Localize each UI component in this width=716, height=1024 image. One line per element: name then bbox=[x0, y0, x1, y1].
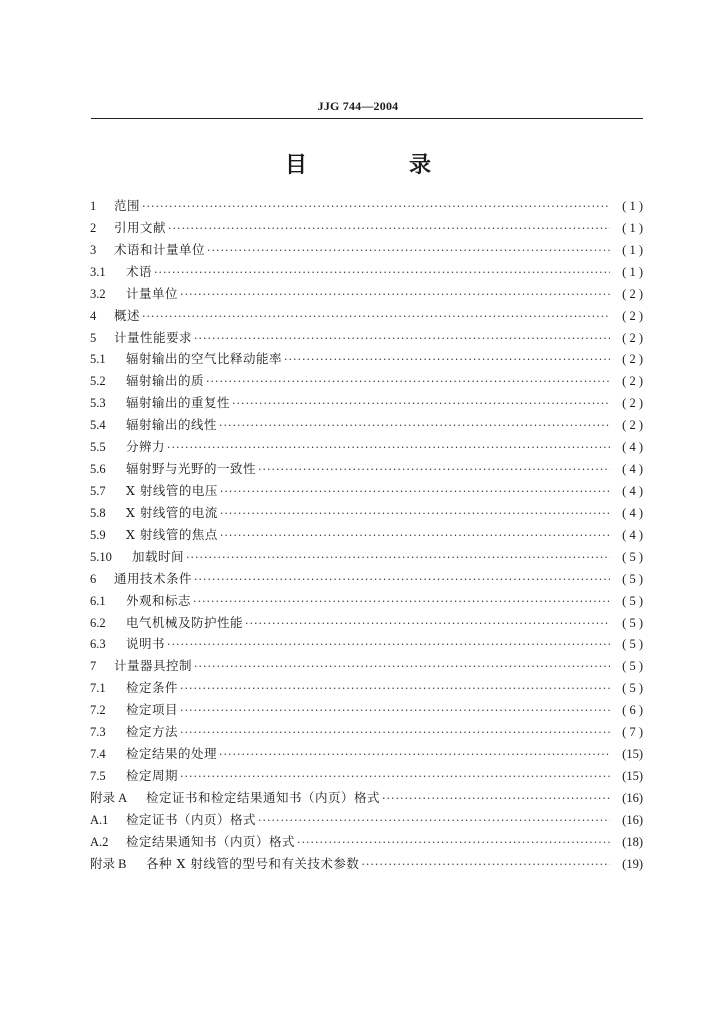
toc-entry-number: 6.2 bbox=[90, 615, 106, 630]
toc-entry-title: 加载时间 bbox=[132, 548, 185, 564]
toc-entry-title: X 射线管的电压 bbox=[126, 482, 218, 498]
toc-entry-page: ( 1 ) bbox=[622, 199, 643, 213]
toc-entry-page: ( 2 ) bbox=[622, 330, 643, 345]
toc-entry-title: 范围 bbox=[114, 198, 141, 213]
page-title: 目 录 bbox=[284, 153, 471, 178]
toc-entry-number: 7.2 bbox=[90, 703, 106, 718]
toc-entry-title: 检定证书和检定结果通知书（内页）格式 bbox=[146, 789, 381, 805]
toc-entry-number: 6 bbox=[90, 571, 97, 586]
toc-entry bbox=[90, 437, 643, 459]
toc-dot-leader bbox=[258, 463, 610, 476]
toc-dot-leader bbox=[232, 397, 610, 410]
toc-entry-page: ( 5 ) bbox=[622, 549, 643, 564]
toc-dot-leader bbox=[168, 222, 610, 235]
toc-entry-title: 检定方法 bbox=[126, 724, 179, 740]
toc-dot-leader bbox=[245, 617, 610, 630]
toc-entry bbox=[90, 656, 643, 678]
toc-entry-title: 检定周期 bbox=[126, 767, 179, 783]
toc-entry-page: ( 7 ) bbox=[622, 725, 643, 740]
toc-dot-leader bbox=[194, 332, 610, 345]
toc-dot-leader bbox=[382, 792, 610, 805]
toc-entry-title: 通用技术条件 bbox=[114, 570, 193, 586]
toc-dot-leader bbox=[167, 441, 610, 454]
toc-entry-page: ( 4 ) bbox=[622, 505, 643, 520]
toc-entry-title: 计量器具控制 bbox=[114, 658, 193, 674]
toc-entry bbox=[90, 284, 643, 306]
toc-entry bbox=[90, 349, 643, 371]
toc-entry-page: ( 5 ) bbox=[622, 593, 643, 608]
toc-entry-number: 5.8 bbox=[90, 505, 106, 520]
toc-entry-page: (15) bbox=[622, 768, 643, 783]
toc-entry bbox=[90, 503, 643, 525]
toc-entry bbox=[90, 547, 643, 569]
toc-entry-page: ( 5 ) bbox=[622, 659, 643, 674]
toc-entry bbox=[90, 481, 643, 503]
toc-entry-title: 检定条件 bbox=[126, 680, 179, 696]
toc-dot-leader bbox=[180, 704, 610, 717]
toc-entry bbox=[90, 218, 643, 240]
toc-entry bbox=[90, 569, 643, 591]
toc-entry-number: 5.9 bbox=[90, 527, 106, 542]
toc-dot-leader bbox=[142, 310, 610, 323]
toc-entry-number: 5.6 bbox=[90, 462, 106, 477]
toc-dot-leader bbox=[220, 485, 610, 498]
toc-entry-title: 术语 bbox=[126, 263, 153, 279]
toc-entry bbox=[90, 722, 643, 744]
toc-entry bbox=[90, 744, 643, 766]
toc-dot-leader bbox=[284, 353, 610, 366]
toc-entry bbox=[90, 678, 643, 700]
toc-entry-page: (19) bbox=[622, 856, 643, 871]
toc-entry-title: 术语和计量单位 bbox=[114, 241, 206, 257]
toc-entry-number: 5.1 bbox=[90, 352, 106, 367]
toc-dot-leader bbox=[193, 595, 610, 608]
toc-entry bbox=[90, 634, 643, 656]
toc-entry-number: 5.10 bbox=[90, 549, 112, 564]
toc-entry-number: 7 bbox=[90, 659, 97, 674]
toc-entry-number: 附录 B bbox=[90, 856, 127, 871]
toc-dot-leader bbox=[206, 375, 610, 388]
toc-entry bbox=[90, 196, 643, 218]
toc-entry-number: A.1 bbox=[90, 812, 109, 827]
toc-dot-leader bbox=[219, 419, 610, 432]
toc-entry-title: 分辨力 bbox=[126, 439, 166, 455]
toc-entry-page: ( 5 ) bbox=[622, 681, 643, 696]
toc-entry-title: 辐射输出的质 bbox=[126, 373, 205, 389]
toc-entry bbox=[90, 240, 643, 262]
toc-dot-leader bbox=[220, 507, 610, 520]
toc-dot-leader bbox=[258, 814, 610, 827]
toc-entry-page: ( 2 ) bbox=[622, 374, 643, 389]
toc-entry-number: 6.1 bbox=[90, 593, 106, 608]
header-rule bbox=[91, 118, 643, 119]
toc-dot-leader bbox=[207, 244, 610, 257]
toc-entry-title: X 射线管的电流 bbox=[126, 504, 218, 520]
toc-entry-page: ( 2 ) bbox=[622, 418, 643, 433]
toc-entry-number: 5.4 bbox=[90, 418, 106, 433]
toc-entry-page: ( 4 ) bbox=[622, 527, 643, 542]
toc-dot-leader bbox=[297, 836, 610, 849]
toc-entry-page: (16) bbox=[622, 812, 643, 827]
toc-entry-page: ( 4 ) bbox=[622, 440, 643, 455]
toc-dot-leader bbox=[194, 660, 610, 673]
toc-entry-number: 3.2 bbox=[90, 286, 106, 301]
toc-dot-leader bbox=[142, 200, 610, 213]
toc-entry-number: 5.2 bbox=[90, 374, 106, 389]
toc-entry bbox=[90, 613, 643, 635]
toc-entry-title: 外观和标志 bbox=[126, 592, 192, 608]
toc-dot-leader bbox=[194, 573, 610, 586]
toc-entry-title: 说明书 bbox=[126, 636, 166, 652]
toc-entry bbox=[90, 832, 643, 854]
toc-entry-number: 1 bbox=[90, 199, 97, 213]
toc-entry bbox=[90, 415, 643, 437]
toc-entry bbox=[90, 591, 643, 613]
toc-entry-page: ( 5 ) bbox=[622, 571, 643, 586]
toc-entry-number: A.2 bbox=[90, 834, 109, 849]
toc-entry-title: 辐射输出的重复性 bbox=[126, 395, 231, 411]
toc-entry-title: 辐射输出的空气比释动能率 bbox=[126, 351, 283, 367]
toc-entry bbox=[90, 525, 643, 547]
toc-entry-number: 6.3 bbox=[90, 637, 106, 652]
toc-dot-leader bbox=[180, 726, 610, 739]
toc-entry-page: ( 2 ) bbox=[622, 396, 643, 411]
toc-entry-title: X 射线管的焦点 bbox=[126, 526, 218, 542]
toc-entry-page: ( 4 ) bbox=[622, 462, 643, 477]
toc-entry-number: 7.5 bbox=[90, 768, 106, 783]
toc-entry-number: 3 bbox=[90, 242, 97, 257]
toc-entry-title: 电气机械及防护性能 bbox=[126, 614, 244, 630]
toc-entry-number: 7.1 bbox=[90, 681, 106, 696]
toc-dot-leader bbox=[180, 288, 610, 301]
toc-entry bbox=[90, 788, 643, 810]
toc-entry-number: 附录 A bbox=[90, 790, 128, 805]
toc-entry-page: ( 6 ) bbox=[622, 703, 643, 718]
toc-entry-number: 7.4 bbox=[90, 747, 106, 762]
toc-entry bbox=[90, 854, 643, 876]
toc-entry-number: 4 bbox=[90, 308, 97, 323]
toc-entry-page: ( 1 ) bbox=[622, 220, 643, 235]
toc-entry-title: 检定结果的处理 bbox=[126, 746, 218, 762]
toc-entry-page: (16) bbox=[622, 790, 643, 805]
toc-entry bbox=[90, 262, 643, 284]
toc-entry-number: 5.7 bbox=[90, 483, 106, 498]
toc-entry-page: ( 1 ) bbox=[622, 264, 643, 279]
toc-entry bbox=[90, 810, 643, 832]
toc-entry-page: ( 1 ) bbox=[622, 242, 643, 257]
toc-entry-title: 引用文献 bbox=[114, 219, 167, 235]
toc-entry-page: ( 2 ) bbox=[622, 352, 643, 367]
toc-entry-title: 检定项目 bbox=[126, 702, 179, 718]
toc-dot-leader bbox=[186, 551, 610, 564]
toc-dot-leader bbox=[220, 529, 610, 542]
toc-dot-leader bbox=[180, 770, 610, 783]
toc-entry bbox=[90, 393, 643, 415]
toc-entry-page: ( 2 ) bbox=[622, 308, 643, 323]
toc-entry-number: 5.5 bbox=[90, 440, 106, 455]
toc-entry-number: 5 bbox=[90, 330, 97, 345]
toc-entry-title: 检定结果通知书（内页）格式 bbox=[126, 833, 296, 849]
toc-entry bbox=[90, 700, 643, 722]
toc-entry-number: 7.3 bbox=[90, 725, 106, 740]
toc-entry-page: (18) bbox=[622, 834, 643, 849]
toc-entry-title: 概述 bbox=[114, 307, 141, 323]
toc-dot-leader bbox=[167, 638, 610, 651]
toc-dot-leader bbox=[361, 858, 610, 871]
toc-entry bbox=[90, 306, 643, 328]
toc-dot-leader bbox=[219, 748, 610, 761]
toc-entry-number: 2 bbox=[90, 220, 97, 235]
toc-entry-title: 计量单位 bbox=[126, 285, 179, 301]
standard-code: JJG 744—2004 bbox=[317, 99, 399, 113]
toc-entry bbox=[90, 766, 643, 788]
toc-dot-leader bbox=[154, 266, 610, 279]
toc-entry-page: (15) bbox=[622, 747, 643, 762]
toc-entry-title: 各种 X 射线管的型号和有关技术参数 bbox=[146, 855, 360, 871]
toc-entry-number: 3.1 bbox=[90, 264, 106, 279]
toc-entry-page: ( 4 ) bbox=[622, 483, 643, 498]
toc-entry-title: 辐射输出的线性 bbox=[126, 417, 218, 433]
toc-entry bbox=[90, 459, 643, 481]
toc-entry-title: 检定证书（内页）格式 bbox=[126, 811, 257, 827]
toc-entry bbox=[90, 371, 643, 393]
toc-dot-leader bbox=[180, 682, 610, 695]
toc-entry-title: 辐射野与光野的一致性 bbox=[126, 461, 257, 477]
toc-entry-page: ( 2 ) bbox=[622, 286, 643, 301]
toc-entry-number: 5.3 bbox=[90, 396, 106, 411]
table-of-contents bbox=[90, 196, 643, 876]
toc-entry bbox=[90, 328, 643, 350]
toc-entry-title: 计量性能要求 bbox=[114, 329, 193, 345]
toc-entry-page: ( 5 ) bbox=[622, 615, 643, 630]
toc-entry-page: ( 5 ) bbox=[622, 637, 643, 652]
